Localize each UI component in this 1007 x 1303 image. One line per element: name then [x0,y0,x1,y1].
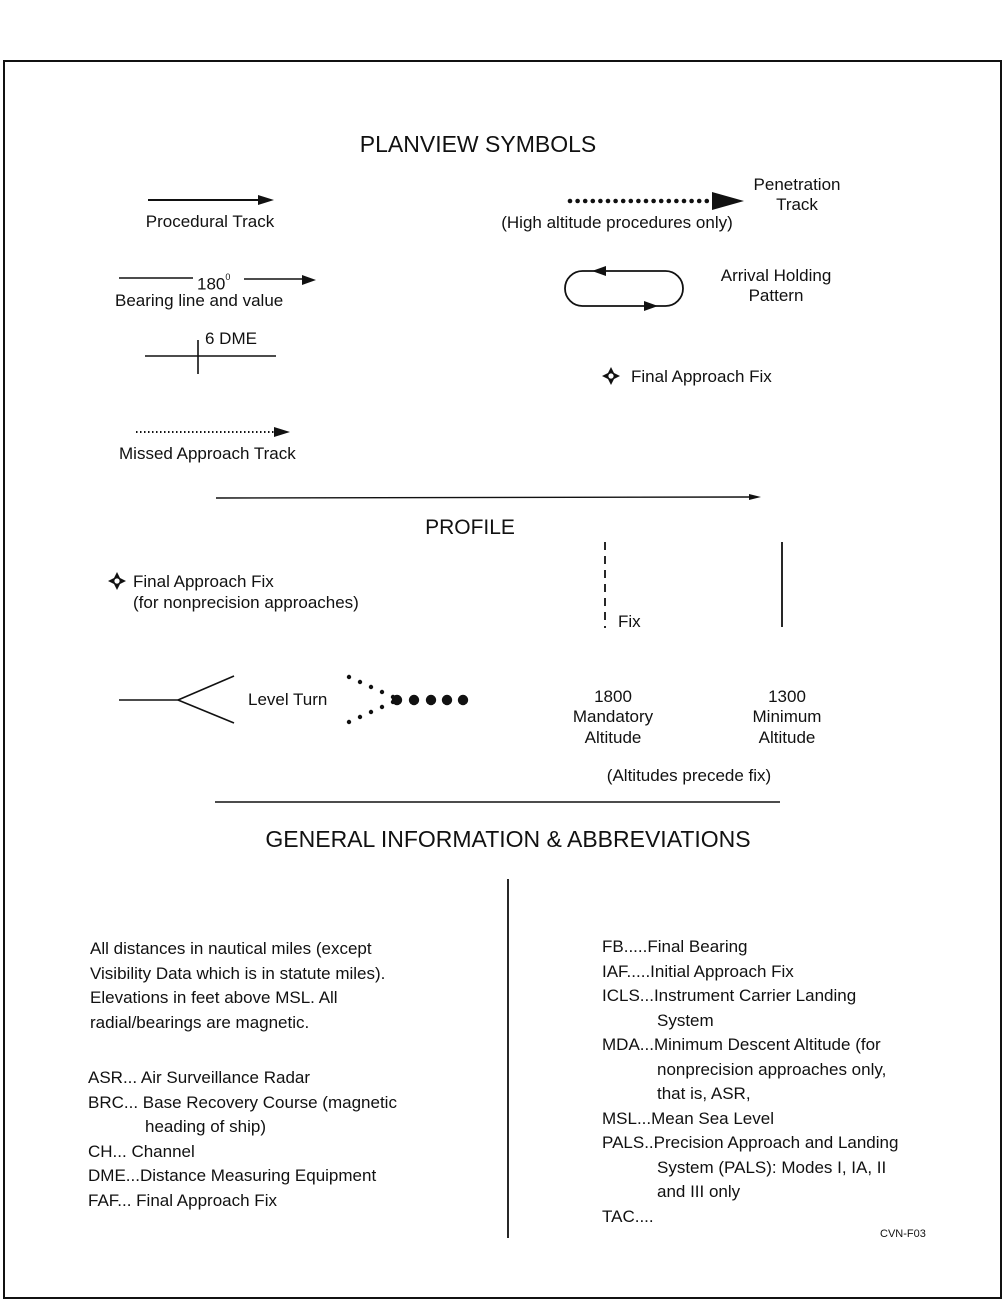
bearing-value: $180^0$ [197,272,231,294]
holding-label-2: Pattern [748,286,804,305]
abbr-asr: ASR... Air Surveillance Radar [88,1068,311,1087]
turn-dot [369,685,373,689]
track-dot [591,199,596,204]
general-title: GENERAL INFORMATION & ABBREVIATIONS [265,826,751,852]
track-dot [644,199,649,204]
track-dot [598,199,603,204]
intro-line: radial/bearings are magnetic. [90,1012,310,1032]
turn-dot [358,715,362,719]
abbr-fb: FB.....Final Bearing [602,937,748,956]
arrowhead-icon [258,195,274,205]
track-dot [575,199,580,204]
turn-dot [426,695,436,705]
turn-dot [369,710,373,714]
penetration-note: (High altitude procedures only) [501,213,733,232]
turn-dot [409,695,419,705]
abbr-mda-cont: that is, ASR, [657,1084,751,1103]
intro-line: All distances in nautical miles (except [90,939,372,958]
track-dot [667,199,672,204]
penetration-track-label-1: Penetration [753,175,841,194]
mandatory-altitude-label-1: Mandatory [572,707,654,726]
dotted-level-turn-symbol [347,675,468,724]
abbr-msl: MSL...Mean Sea Level [602,1108,774,1128]
abbr-brc: BRC... Base Recovery Course (magnetic [88,1092,397,1112]
left-abbreviations [88,1066,397,1213]
track-dot [674,199,679,204]
track-dot [583,199,588,204]
figure-code: CVN-F03 [880,1228,926,1240]
general-intro [90,937,385,1035]
track-dot [621,199,626,204]
abbr-mda: MDA...Minimum Descent Altitude (for [602,1035,881,1054]
turn-dot [347,675,351,679]
turn-dot [442,695,452,705]
fix-label: Fix [618,612,641,631]
bearing-label: Bearing line and value [115,291,284,310]
mandatory-altitude-value: 1800 [594,687,632,706]
turn-dot [380,690,384,694]
track-dot [636,199,641,204]
arrowhead-icon [749,494,761,500]
holding-pattern [565,266,683,311]
track-dot [659,199,664,204]
arrowhead-icon [644,301,658,311]
profile-title: PROFILE [425,516,515,539]
abbr-brc-cont: heading of ship) [145,1117,266,1136]
section-divider-arrow [216,494,761,500]
track-dot [629,199,634,204]
track-dot [606,199,611,204]
abbr-tac: TAC.... [602,1206,654,1226]
track-dot [697,199,702,204]
altitudes-note: (Altitudes precede fix) [606,766,772,785]
missed-approach-label: Missed Approach Track [119,444,296,463]
intro-line: Visibility Data which is in statute miles). [90,963,386,983]
track-dot [651,199,656,204]
level-turn-label: Level Turn [248,690,328,709]
missed-approach-arrow [136,427,290,437]
level-turn-symbol [119,676,234,723]
profile-faf-label: Final Approach Fix [133,572,274,591]
procedural-track-arrow [148,195,274,205]
abbr-faf: FAF... Final Approach Fix [88,1190,277,1210]
holding-label-1: Arrival Holding [720,266,832,285]
turn-dot [380,705,384,709]
minimum-altitude-label-1: Minimum [752,707,822,726]
intro-line: Elevations in feet above MSL. All [90,988,338,1007]
turn-dot [358,680,362,684]
abbr-ch: CH... Channel [88,1141,195,1161]
four-point-star-icon [602,367,620,385]
turn-dot [458,695,468,705]
abbr-pals-cont: and III only [657,1182,741,1201]
arrowhead-icon [274,427,290,437]
penetration-track-label-2: Track [776,195,818,214]
track-dot [613,199,618,204]
arrowhead-icon [712,192,744,210]
track-dot [689,199,694,204]
abbr-pals-cont: System (PALS): Modes I, IA, II [657,1157,887,1177]
abbr-icls-cont: System [657,1010,714,1030]
profile-faf-note: (for nonprecision approaches) [133,593,359,612]
abbr-dme: DME...Distance Measuring Equipment [88,1166,377,1185]
arrowhead-icon [592,266,606,276]
procedural-track-label: Procedural Track [145,212,275,231]
arrowhead-icon [302,275,316,285]
dme-label: 6 DME [205,329,257,348]
abbr-icls: ICLS...Instrument Carrier Landing [602,986,857,1005]
turn-dot [392,695,402,705]
abbr-iaf: IAF.....Initial Approach Fix [602,961,794,981]
four-point-star-icon [108,572,126,590]
track-dot [705,199,710,204]
minimum-altitude-value: 1300 [768,687,806,706]
abbr-pals: PALS..Precision Approach and Landing [602,1133,899,1152]
turn-dot [347,720,351,724]
track-dot [568,199,573,204]
abbr-mda-cont: nonprecision approaches only, [657,1059,887,1079]
right-abbreviations [602,935,898,1229]
planview-faf-label: Final Approach Fix [631,367,772,386]
minimum-altitude-label-2: Altitude [758,728,816,747]
mandatory-altitude-label-2: Altitude [584,728,642,747]
planview-title: PLANVIEW SYMBOLS [359,131,597,157]
track-dot [682,199,687,204]
penetration-track-arrow [568,192,744,210]
